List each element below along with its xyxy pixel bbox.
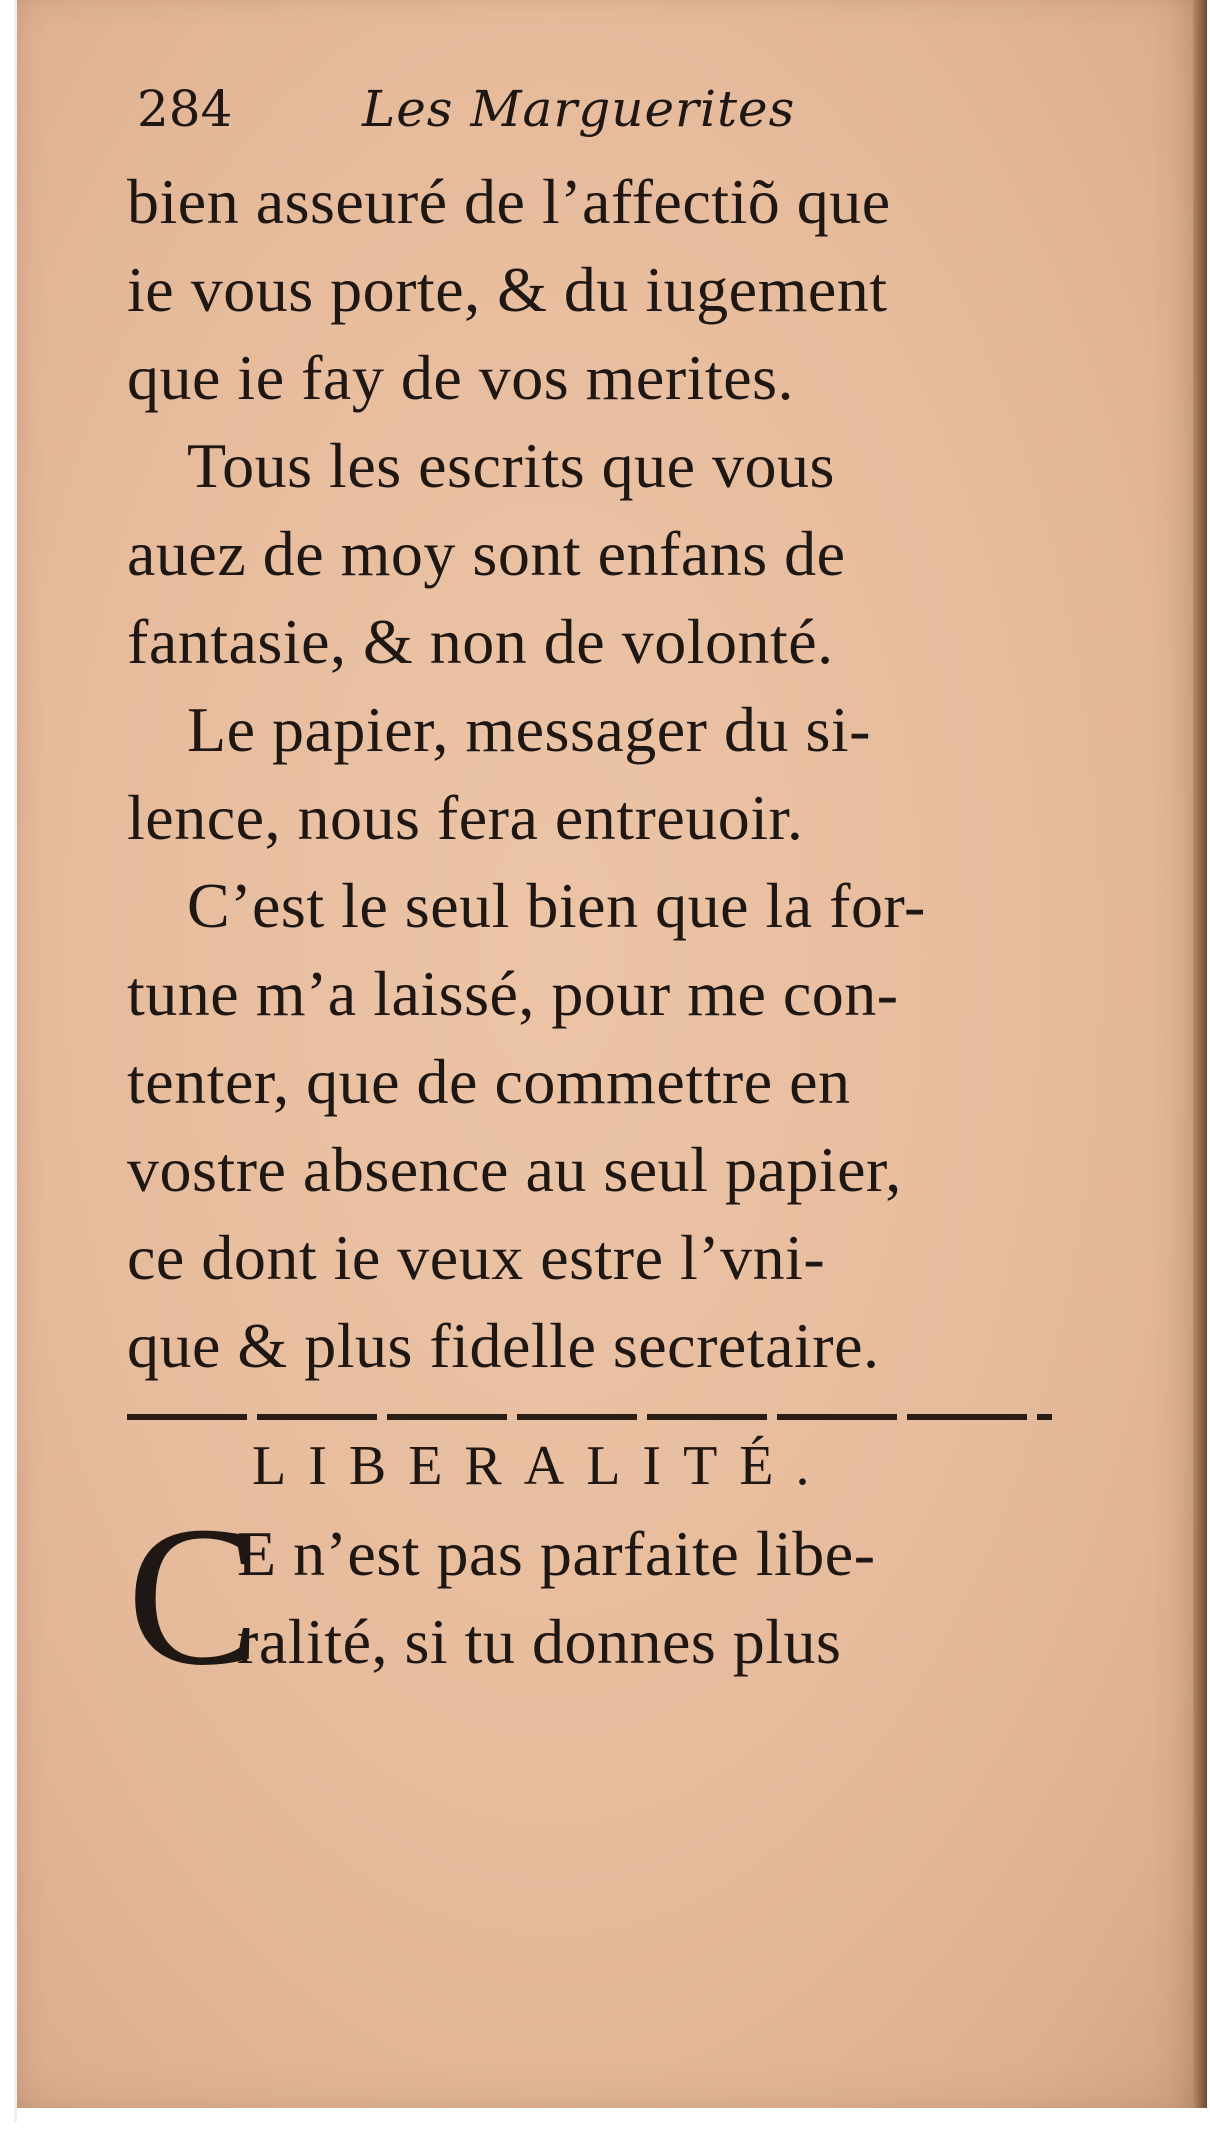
section-paragraph — [127, 1486, 1077, 1707]
text-line: bien asseuré de l’affectiõ que — [127, 166, 891, 237]
paragraph-1 — [127, 158, 1077, 422]
text-line: E n’est pas parfaite libe- — [237, 1518, 876, 1589]
section-title: LIBERALITÉ. — [252, 1435, 832, 1497]
text-line: C’est le seul bien que la for- — [187, 870, 926, 941]
page-header — [127, 60, 1077, 158]
text-line: ie vous porte, & du iugement — [127, 254, 888, 325]
text-line: que & plus fidelle secretaire. — [127, 1310, 880, 1381]
text-line: lence, nous fera entreuoir. — [127, 782, 804, 853]
page-number: 284 — [137, 80, 233, 138]
text-line: ralité, si tu donnes plus — [237, 1606, 842, 1677]
text-line: Le papier, messager du si- — [187, 694, 871, 765]
paragraph-2 — [127, 422, 1077, 686]
text-block — [127, 60, 1077, 1707]
text-line: ce dont ie veux estre l’vni- — [127, 1222, 826, 1293]
paragraph-4 — [127, 862, 1077, 1390]
text-line: tune m’a laissé, pour me con- — [127, 958, 899, 1029]
text-line: auez de moy sont enfans de — [127, 518, 846, 589]
text-line: que ie fay de vos merites. — [127, 342, 794, 413]
section-divider — [127, 1414, 1052, 1420]
text-line: fantasie, & non de volonté. — [127, 606, 834, 677]
text-line: tenter, que de commettre en — [127, 1046, 851, 1117]
page-edge — [1193, 0, 1207, 2122]
text-line: vostre absence au seul papier, — [127, 1134, 902, 1205]
book-page — [14, 0, 1207, 2122]
text-line: Tous les escrits que vous — [187, 430, 835, 501]
paragraph-3 — [127, 686, 1077, 862]
drop-cap: C — [127, 1486, 261, 1707]
running-title: Les Marguerites — [362, 80, 796, 138]
scan-border — [17, 2108, 1207, 2122]
